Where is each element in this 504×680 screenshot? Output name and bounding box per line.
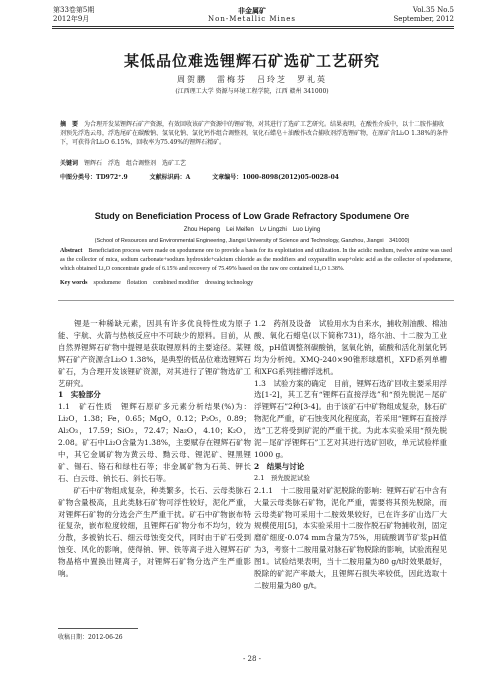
abstract-cn-label: 摘 要 [60,121,79,128]
header-rule [52,26,454,27]
abstract-en [60,247,452,274]
affiliation-cn: (江西理工大学 资源与环境工程学院，江西 赣州 341000) [175,88,329,95]
paragraph: 2.1.1 十二胺用量对矿泥脱除的影响：锂辉石矿石中含有大量云母类脉石矿物，泥化严重，需要将其预先脱除，而云母类矿物可采用十二胺效果较好，已在许多矿山选厂大规模使用[5]，本实验采用十二胺作脱石矿物捕收剂，固定磨矿细度-0.074 mm含量为75%，用硫酸调节矿浆pH值为3，考察十二胺用量对脉石矿物脱除的影响，试验流程见图1。试验结果表明，当十二胺用量为80 g/t时效果最好，脱除的矿泥产率最大，且锂辉石损失率较低，因此选取十二胺用量为80 g/t。 [254,485,447,590]
abstract-cn-text: 为合理开发某锂辉石矿产资源，有效回收该矿产资源中的锂矿物，对其进行了选矿工艺研究。结果表明，在酸性介质中，以十二胺作捕收剂预先浮选云母，浮选尾矿在碳酸钠、氢氧化钠、氯化钙作组合调整剂，氧化石蜡皂＋油酸作改合捕收剂浮选锂矿物，在原矿含Li₂O 1.38%的条件下，可获得含Li₂O 6.15%，回收率为75.49%的锂辉石精矿。 [60,121,449,146]
header-rule-2 [52,28,454,29]
abstract-cn [60,121,450,147]
received-date: 收稿日期：2012-06-26 [58,634,123,641]
abstract-en-label: Abstract [60,248,83,254]
keywords-cn-label: 关键词 [60,160,79,167]
authors-en: Zhou Hepeng Lei Meifen Lv Lingzhi Luo Liying [183,227,321,233]
journal-en: Non-Metallic Mines [207,15,297,23]
article-number: 文章编号：1000-8098(2012)05-0028-04 [212,174,339,181]
classification-line [60,172,450,181]
paragraph: 1.1 矿石性质 锂辉石原矿多元素分析结果(%)为：Li₂O，1.38；Fe，0.65；MgO，0.12；P₂O₅，0.89；Al₂O₃，17.59；SiO₂，72.47；Na₂O，4.10；K₂O，2.08。矿石中Li₂O含量为1.38%，主要赋存在锂辉石矿物中，其它金属矿物为黄云母、黝云母、锂泥矿、锂黑锂矿、锡石、铬石和绿柱石等；非金属矿物为石英、钾长石、白云母、钠长石、斜长石等。 [58,402,251,483]
clc-number: 中图分类号：TD972⁺.9 [60,174,128,181]
affiliation-en: (School of Resources and Environmental Engineering, Jiangxi University of Science and Technology, Ganzhou, Jiangxi 341000) [94,238,410,244]
subsection-heading: 2.1 预先脱泥试验 [254,473,310,482]
paper-title-en: Study on Beneficiation Process of Low Grade Refractory Spodumene Ore [94,211,410,221]
document-code: 文献标识码：A [149,174,191,181]
keywords-cn-text: 锂辉石 浮选 组合调整剂 选矿工艺 [84,160,187,167]
section-heading: 1 实验部分 [58,390,101,400]
paragraph: 1.3 试验方案的确定 目前，锂辉石选矿回收主要采用浮选[1-2]，其工艺有“锂辉石直接浮选”和“预先脱泥－尾矿浮锂辉石”2种[3-4]。由于该矿石中矿物组成复杂，脉石矿物泥化严重，矿石蚀变风化程度高，若采用“锂辉石直接浮选”工艺将受到矿泥的严重干扰。为此本实验采用“预先脱泥－尾矿浮锂辉石”工艺对其进行选矿回收，单元试验样重1000 g。 [254,378,447,459]
section-heading: 2 结果与讨论 [254,461,305,471]
keywords-en [60,277,452,286]
volume-cn: 第33卷第5期 [53,6,95,14]
abstract-en-text: Beneficiation process were made on spodumene ore to provide a basis for its exploitation and utilization. In the acidic medium, twelve amine was used as the collector of mica, sodium carbonate+sodium hydroxide+calcium chloride as the modifiers and oxyparaffin soap+oleic acid as the collector of spodumene, which obtained Li₂O concentrate grade of 6.15% and recovery of 75.49% based on the raw ore contained Li₂O 1.38%. [60,248,452,272]
journal-cn: 非金属矿 [238,6,266,15]
body-left-column [58,318,251,580]
paragraph: 1.2 药剂及设备 试验用水为自来水，捕收剂油酸、棉油酸、氧化石蜡皂(以下简称731)，络尔油、十二胺为工业级，pH值调整剂碳酸钠，氢氧化钠，硫酸和活化剂氯化钙均为分析纯。XMQ-240×90锥形球磨机，XFD系列单槽和XFG系列挂槽浮选机。 [254,319,447,376]
header-right [394,6,454,24]
keywords-en-text: spodumene flotation combined modifier dressing technology [93,280,254,286]
authors-cn: 周贺鹏 雷梅芬 吕玲芝 罗礼英 [177,75,327,84]
volume-en: Vol.35 No.5 [412,6,454,14]
paper-title-cn: 某低品位难选锂辉石矿选矿工艺研究 [123,52,380,70]
section-divider [58,300,454,301]
paragraph: 锂是一种稀缺元素，因具有许多优良特性成为原子能、宇航、火箭与热核反应中不可缺少的原料。目前，从自然界锂辉石矿物中提锂是获取锂原料的主要途径。某锂辉石矿产资源含Li₂O 1.38%，是典型的低品位难选锂辉石矿石，为合理开发该锂矿资源，对其进行了锂矿物选矿工艺研究。 [58,319,251,388]
paragraph: 矿石中矿物组成复杂，种类繁多，长石、云母类脉石矿物含量极高，且此类脉石矿物可浮性较好，泥化严重，对锂辉石矿物的分选会产生严重干扰。矿石中矿物嵌布特征复杂，嵌布粒度较细，且锂辉石矿物分布不均匀，较为分散，多被钠长石、细云母蚀变交代，同时由于矿石受到蚀变、风化的影响，使得钠、钾、铁等离子进入锂辉石矿物晶格中置换出锂离子，对锂辉石矿物分选产生严重影响。 [58,485,251,579]
keywords-en-label: Key words [60,280,88,286]
footnote-rule [58,628,138,629]
date-en: September, 2012 [393,15,454,23]
date-cn: 2012年9月 [53,15,90,23]
body-right-column [254,318,447,592]
page-number: - 28 - [242,655,262,663]
keywords-cn [60,160,450,169]
